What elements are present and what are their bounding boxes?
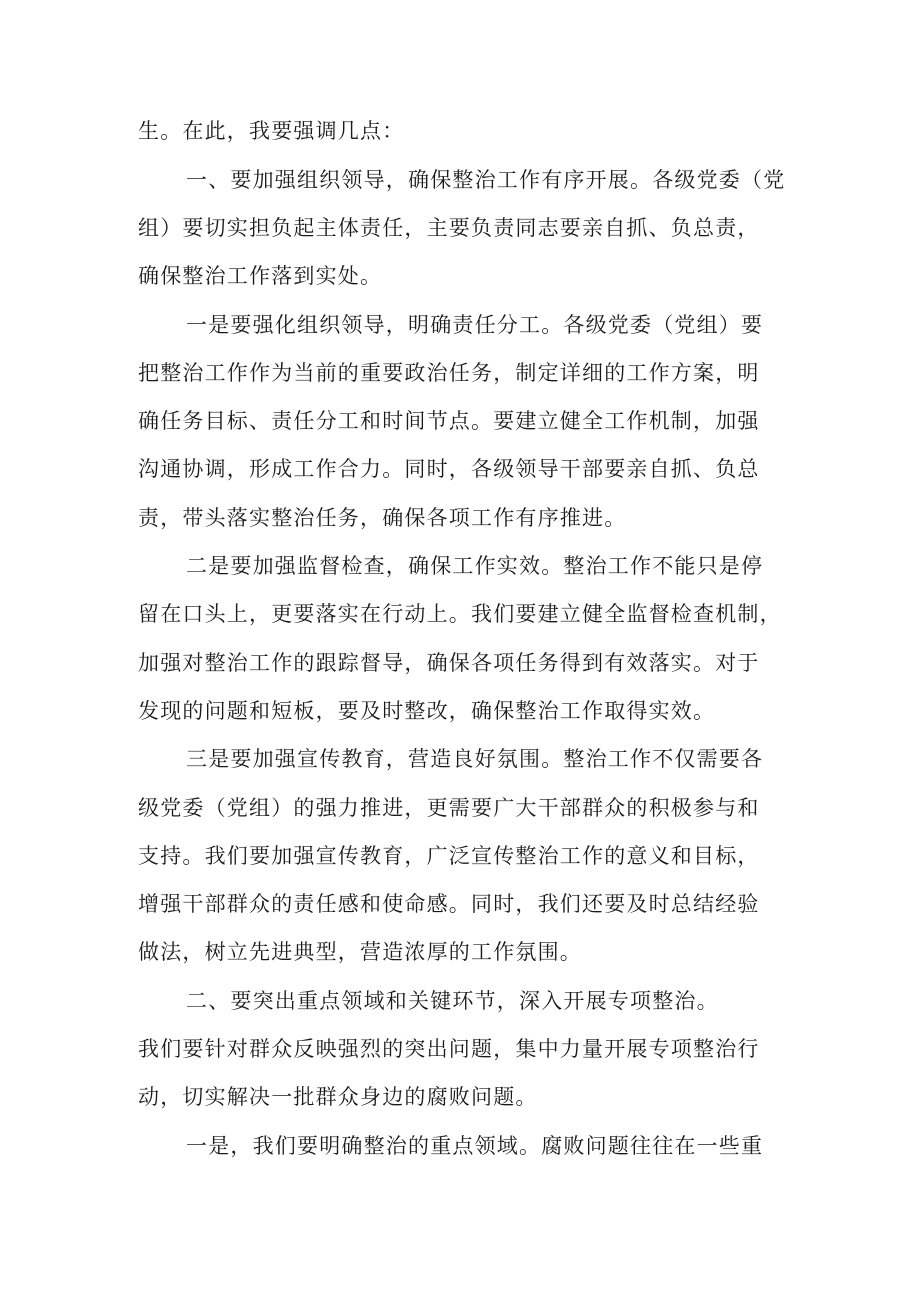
text-line: 二、要突出重点领域和关键环节，深入开展专项整治。 [186,989,719,1013]
text-line: 把整治工作作为当前的重要政治任务，制定详细的工作方案，明 [138,361,760,385]
text-line: 级党委（党组）的强力推进，更需要广大干部群众的积极参与和 [138,796,760,820]
text-line: 二是要加强监督检查，确保工作实效。整治工作不能只是停 [186,554,764,578]
text-line: 沟通协调，形成工作合力。同时，各级领导干部要亲自抓、负总 [138,457,760,481]
text-line: 一、要加强组织领导，确保整治工作有序开展。各级党委（党 [186,168,786,192]
text-line: 发现的问题和短板，要及时整改，确保整治工作取得实效。 [138,699,716,723]
text-line: 组）要切实担负起主体责任，主要负责同志要亲自抓、负总责， [138,216,760,240]
text-line: 责，带头落实整治任务，确保各项工作有序推进。 [138,506,627,530]
text-line: 三是要加强宣传教育，营造良好氛围。整治工作不仅需要各 [186,747,764,771]
text-line: 一是要强化组织领导，明确责任分工。各级党委（党组）要 [186,313,764,337]
text-line: 增强干部群众的责任感和使命感。同时，我们还要及时总结经验 [138,892,760,916]
text-line: 加强对整治工作的跟踪督导，确保各项任务得到有效落实。对于 [138,651,760,675]
text-line: 留在口头上，更要落实在行动上。我们要建立健全监督检查机制， [138,602,782,626]
text-line: 一是，我们要明确整治的重点领域。腐败问题往往在一些重 [186,1134,764,1158]
text-line: 生。在此，我要强调几点： [138,119,405,143]
text-line: 确任务目标、责任分工和时间节点。要建立健全工作机制，加强 [138,409,760,433]
text-line: 我们要针对群众反映强烈的突出问题，集中力量开展专项整治行 [138,1037,760,1061]
text-line: 动，切实解决一批群众身边的腐败问题。 [138,1085,538,1109]
text-line: 确保整治工作落到实处。 [138,264,383,288]
text-line: 做法，树立先进典型，营造浓厚的工作氛围。 [138,940,582,964]
text-line: 支持。我们要加强宣传教育，广泛宣传整治工作的意义和目标， [138,844,760,868]
